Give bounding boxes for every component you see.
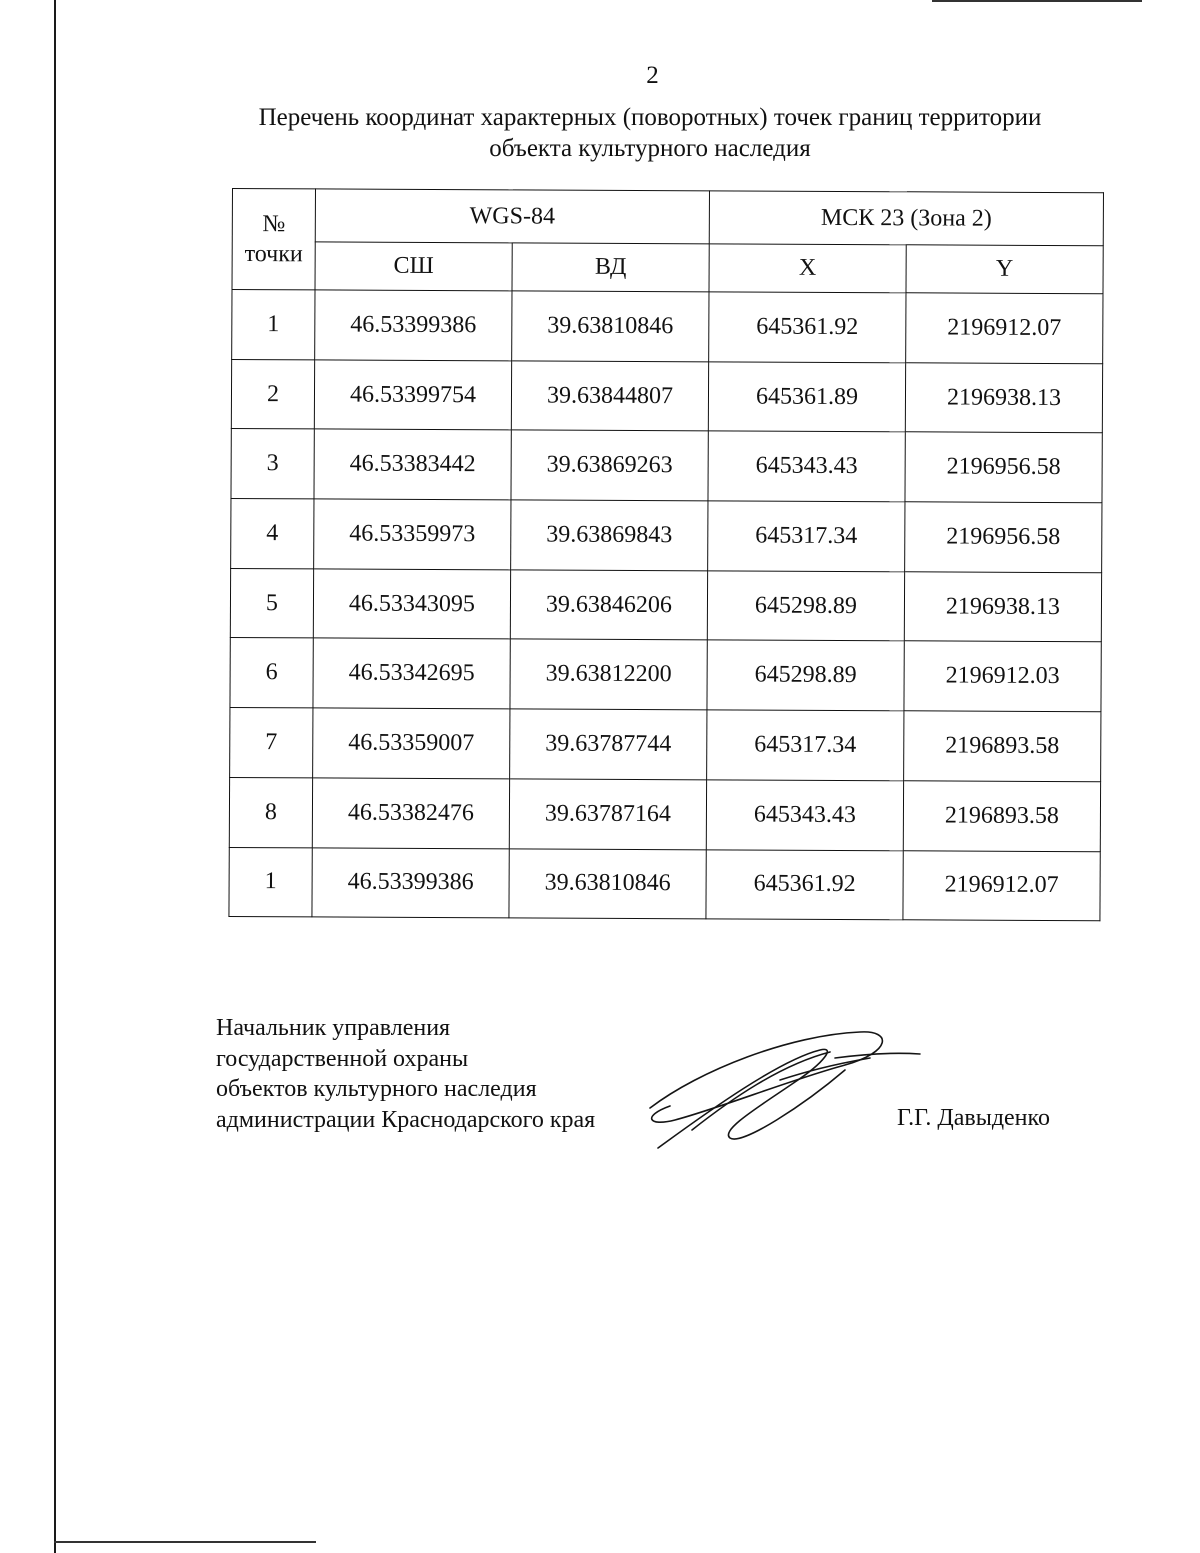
cell-latitude: 46.53399754	[314, 360, 511, 431]
cell-longitude: 39.63869843	[511, 500, 708, 571]
scan-border-bottom	[54, 1541, 316, 1543]
table-row	[229, 847, 1100, 921]
header-group-msk23: МСК 23 (Зона 2)	[709, 191, 1103, 246]
cell-longitude: 39.63810846	[509, 848, 706, 919]
signer-position-line: объектов культурного наследия	[216, 1076, 537, 1102]
title-line-2: объекта культурного наследия	[489, 135, 811, 162]
cell-y: 2196912.07	[903, 850, 1100, 921]
header-x: X	[709, 244, 906, 293]
title-line-1: Перечень координат характерных (поворотных) точек границ территории	[258, 104, 1042, 131]
cell-x: 645361.92	[709, 292, 906, 363]
cell-latitude: 46.53359973	[314, 499, 511, 570]
cell-longitude: 39.63846206	[510, 570, 707, 641]
signer-position-line: государственной охраны	[216, 1045, 469, 1072]
header-number-symbol: №	[262, 211, 286, 238]
cell-y: 2196956.58	[905, 502, 1102, 573]
cell-x: 645361.89	[708, 362, 905, 433]
signer-position-line: Начальник управления	[216, 1015, 451, 1041]
cell-point-number: 8	[229, 777, 312, 847]
cell-latitude: 46.53382476	[312, 778, 509, 849]
header-group-wgs84: WGS-84	[315, 189, 709, 244]
cell-y: 2196938.13	[905, 362, 1102, 433]
cell-x: 645361.92	[706, 849, 903, 920]
cell-latitude: 46.53359007	[313, 708, 510, 779]
scan-border-left	[54, 0, 56, 1553]
signer-position	[216, 1013, 595, 1135]
scan-border-top	[932, 0, 1142, 2]
handwritten-signature	[630, 1020, 930, 1160]
cell-y: 2196912.03	[904, 641, 1101, 712]
cell-longitude: 39.63812200	[510, 639, 707, 710]
cell-point-number: 3	[231, 429, 314, 499]
table-row	[230, 568, 1101, 642]
header-longitude: ВД	[512, 243, 709, 292]
header-latitude: СШ	[315, 242, 512, 291]
coordinates-table	[228, 188, 1104, 921]
cell-y: 2196956.58	[905, 432, 1102, 503]
page-number: 2	[646, 62, 659, 89]
table-row	[231, 499, 1102, 573]
cell-x: 645317.34	[707, 710, 904, 781]
cell-point-number: 7	[230, 708, 313, 778]
cell-point-number: 4	[231, 499, 314, 569]
table-row	[230, 708, 1101, 782]
cell-y: 2196893.58	[904, 711, 1101, 782]
document-title	[230, 102, 1070, 164]
signer-position-line: администрации Краснодарского края	[216, 1106, 596, 1133]
cell-latitude: 46.53342695	[313, 638, 510, 709]
cell-longitude: 39.63844807	[511, 361, 708, 432]
cell-x: 645298.89	[707, 640, 904, 711]
cell-point-number: 5	[230, 568, 313, 638]
cell-latitude: 46.53399386	[315, 290, 512, 361]
table-row	[231, 429, 1102, 503]
header-y: Y	[906, 245, 1103, 294]
header-point-number	[232, 189, 315, 290]
table-body	[229, 290, 1103, 921]
cell-longitude: 39.63787744	[510, 709, 707, 780]
cell-x: 645343.43	[706, 780, 903, 851]
signer-name: Г.Г. Давыденко	[897, 1105, 1050, 1131]
cell-y: 2196912.07	[906, 293, 1103, 364]
cell-point-number: 1	[232, 290, 315, 360]
header-number-label: точки	[244, 241, 303, 268]
cell-latitude: 46.53399386	[312, 847, 509, 918]
cell-latitude: 46.53383442	[314, 429, 511, 500]
cell-x: 645343.43	[708, 431, 905, 502]
cell-y: 2196893.58	[903, 781, 1100, 852]
table-row	[229, 777, 1100, 851]
table-row	[230, 638, 1101, 712]
cell-point-number: 2	[231, 359, 314, 429]
cell-y: 2196938.13	[904, 572, 1101, 643]
cell-point-number: 6	[230, 638, 313, 708]
table-row	[232, 290, 1103, 364]
cell-longitude: 39.63810846	[512, 291, 709, 362]
cell-x: 645298.89	[707, 571, 904, 642]
cell-x: 645317.34	[708, 501, 905, 572]
table-row	[231, 359, 1102, 433]
cell-point-number: 1	[229, 847, 312, 917]
cell-latitude: 46.53343095	[313, 569, 510, 640]
cell-longitude: 39.63787164	[509, 779, 706, 850]
cell-longitude: 39.63869263	[511, 430, 708, 501]
